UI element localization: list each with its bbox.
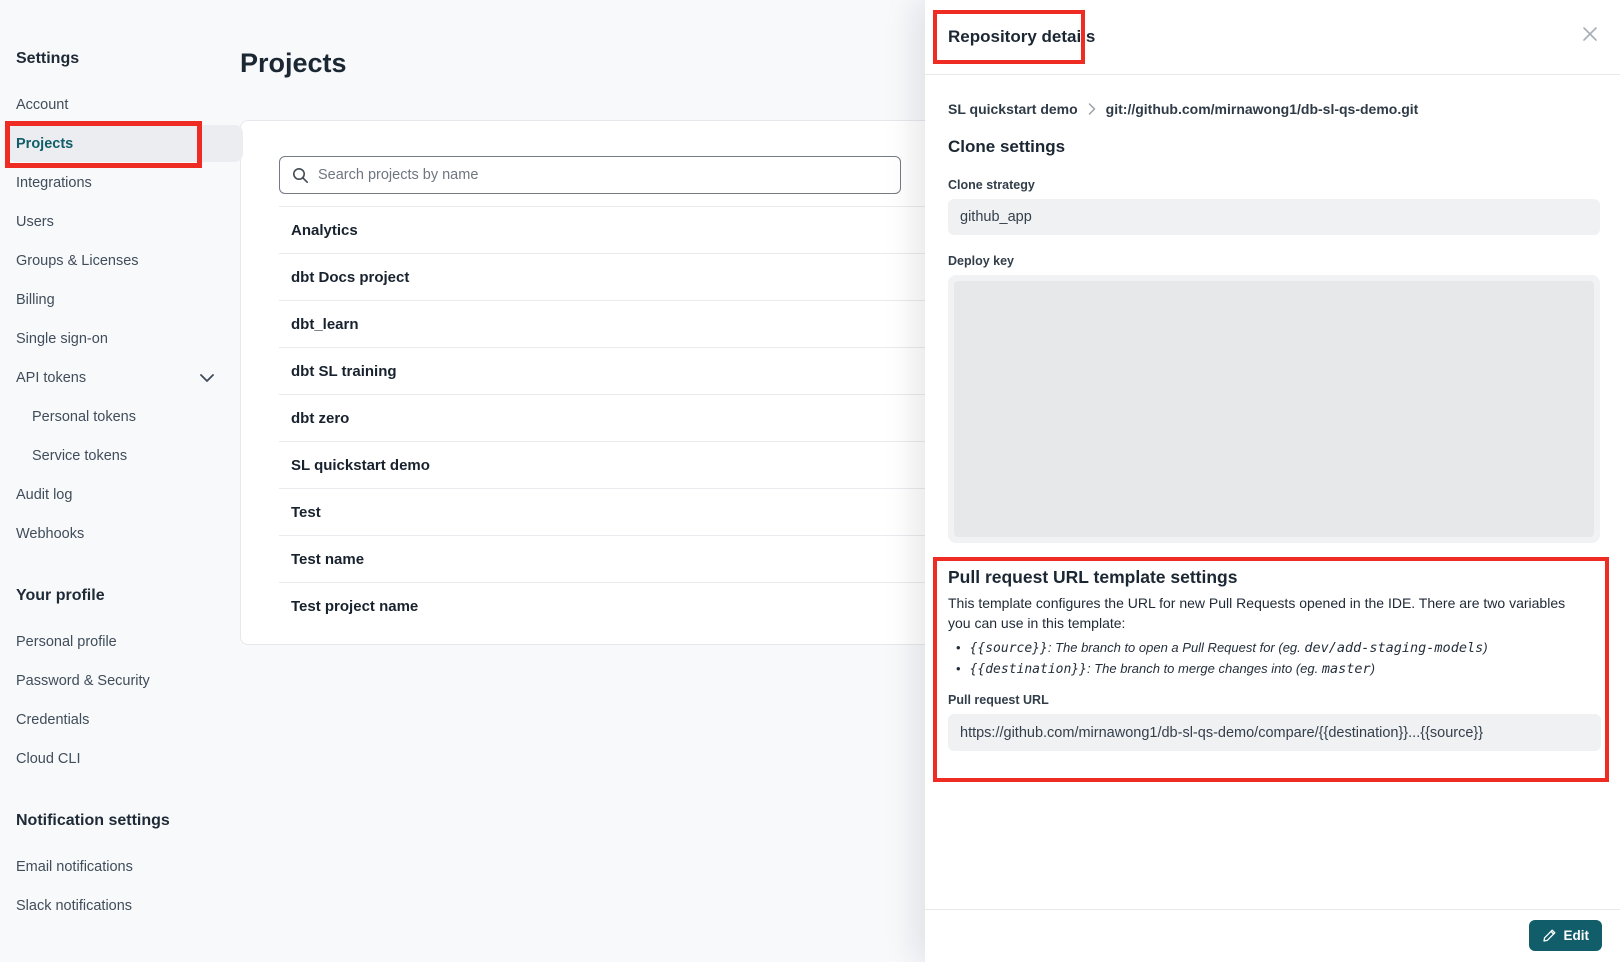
breadcrumb-repo-url: git://github.com/mirnawong1/db-sl-qs-demo.git: [1105, 101, 1419, 117]
sidebar-item-credentials[interactable]: Credentials: [16, 711, 90, 728]
sidebar-item-billing[interactable]: Billing: [16, 291, 55, 308]
clone-settings-heading: Clone settings: [948, 137, 1066, 156]
project-row[interactable]: Test: [279, 488, 1541, 535]
sidebar-item-webhooks[interactable]: Webhooks: [16, 525, 85, 542]
project-search[interactable]: [279, 156, 901, 194]
repository-details-panel: [925, 0, 1620, 962]
search-icon: [292, 167, 309, 184]
sidebar-item-audit-log[interactable]: Audit log: [16, 486, 73, 503]
pr-template-description: This template configures the URL for new Pull Requests opened in the IDE. There are two variables you can use in this template:: [948, 595, 1566, 631]
sidebar-heading-notification-settings: Notification settings: [16, 812, 170, 829]
project-row[interactable]: dbt_learn: [279, 300, 1541, 347]
project-row[interactable]: Test name: [279, 535, 1541, 582]
project-row[interactable]: dbt SL training: [279, 347, 1541, 394]
project-row[interactable]: dbt Docs project: [279, 253, 1541, 300]
sidebar-item-single-sign-on[interactable]: Single sign-on: [16, 330, 108, 347]
sidebar-item-personal-tokens[interactable]: Personal tokens: [32, 408, 136, 425]
sidebar-item-password-security[interactable]: Password & Security: [16, 672, 150, 689]
sidebar-item-service-tokens[interactable]: Service tokens: [32, 447, 128, 464]
sidebar-item-account[interactable]: Account: [16, 96, 69, 113]
deploy-key-label: Deploy key: [948, 254, 1015, 268]
project-row[interactable]: Test project name: [279, 582, 1541, 629]
pull-request-url-value: https://github.com/mirnawong1/db-sl-qs-demo/compare/{{destination}}...{{source}}: [948, 714, 1601, 751]
search-input[interactable]: [318, 167, 888, 183]
sidebar-item-email-notifications[interactable]: Email notifications: [16, 858, 133, 875]
edit-button[interactable]: [1529, 920, 1603, 951]
chevron-right-icon: [1088, 103, 1096, 115]
variable-bullet-destination: • {{destination}}: The branch to merge changes into (eg. master): [956, 661, 1375, 677]
project-row[interactable]: Analytics: [279, 206, 1541, 253]
panel-footer: [925, 909, 1620, 962]
deploy-key-field: [948, 275, 1600, 543]
clone-strategy-value: github_app: [948, 199, 1600, 235]
settings-sidebar: [0, 0, 240, 925]
sidebar-item-cloud-cli[interactable]: Cloud CLI: [16, 750, 81, 767]
pencil-icon: [1542, 928, 1557, 943]
project-row[interactable]: SL quickstart demo: [279, 441, 1541, 488]
sidebar-item-users[interactable]: Users: [16, 213, 54, 230]
sidebar-heading-settings: Settings: [16, 50, 80, 67]
sidebar-item-projects[interactable]: Projects: [16, 124, 228, 163]
pull-request-url-label: Pull request URL: [948, 693, 1049, 707]
sidebar-item-groups-licenses[interactable]: Groups & Licenses: [16, 252, 139, 269]
edit-button-label: Edit: [1563, 928, 1589, 943]
breadcrumb-project: SL quickstart demo: [948, 101, 1078, 117]
pr-template-variables: [948, 638, 1601, 680]
sidebar-item-slack-notifications[interactable]: Slack notifications: [16, 897, 133, 914]
deploy-key-redacted-content: [954, 281, 1594, 537]
sidebar-item-api-tokens[interactable]: API tokens: [16, 358, 228, 397]
panel-title: Repository details: [948, 27, 1096, 46]
chevron-down-icon[interactable]: [200, 374, 214, 382]
panel-body: [925, 101, 1620, 782]
project-row[interactable]: dbt zero: [279, 394, 1541, 441]
panel-header: [925, 0, 1620, 75]
page-title: Projects: [240, 48, 347, 78]
sidebar-item-personal-profile[interactable]: Personal profile: [16, 633, 117, 650]
variable-bullet-source: • {{source}}: The branch to open a Pull Request for (eg. dev/add-staging-models): [956, 640, 1488, 656]
sidebar-heading-your-profile: Your profile: [16, 587, 105, 604]
close-icon[interactable]: [1580, 24, 1600, 44]
clone-strategy-label: Clone strategy: [948, 178, 1035, 192]
pr-template-heading: Pull request URL template settings: [948, 567, 1238, 587]
breadcrumb: [948, 101, 1600, 117]
pull-request-url-template-section: [933, 557, 1609, 782]
sidebar-item-integrations[interactable]: Integrations: [16, 174, 92, 191]
